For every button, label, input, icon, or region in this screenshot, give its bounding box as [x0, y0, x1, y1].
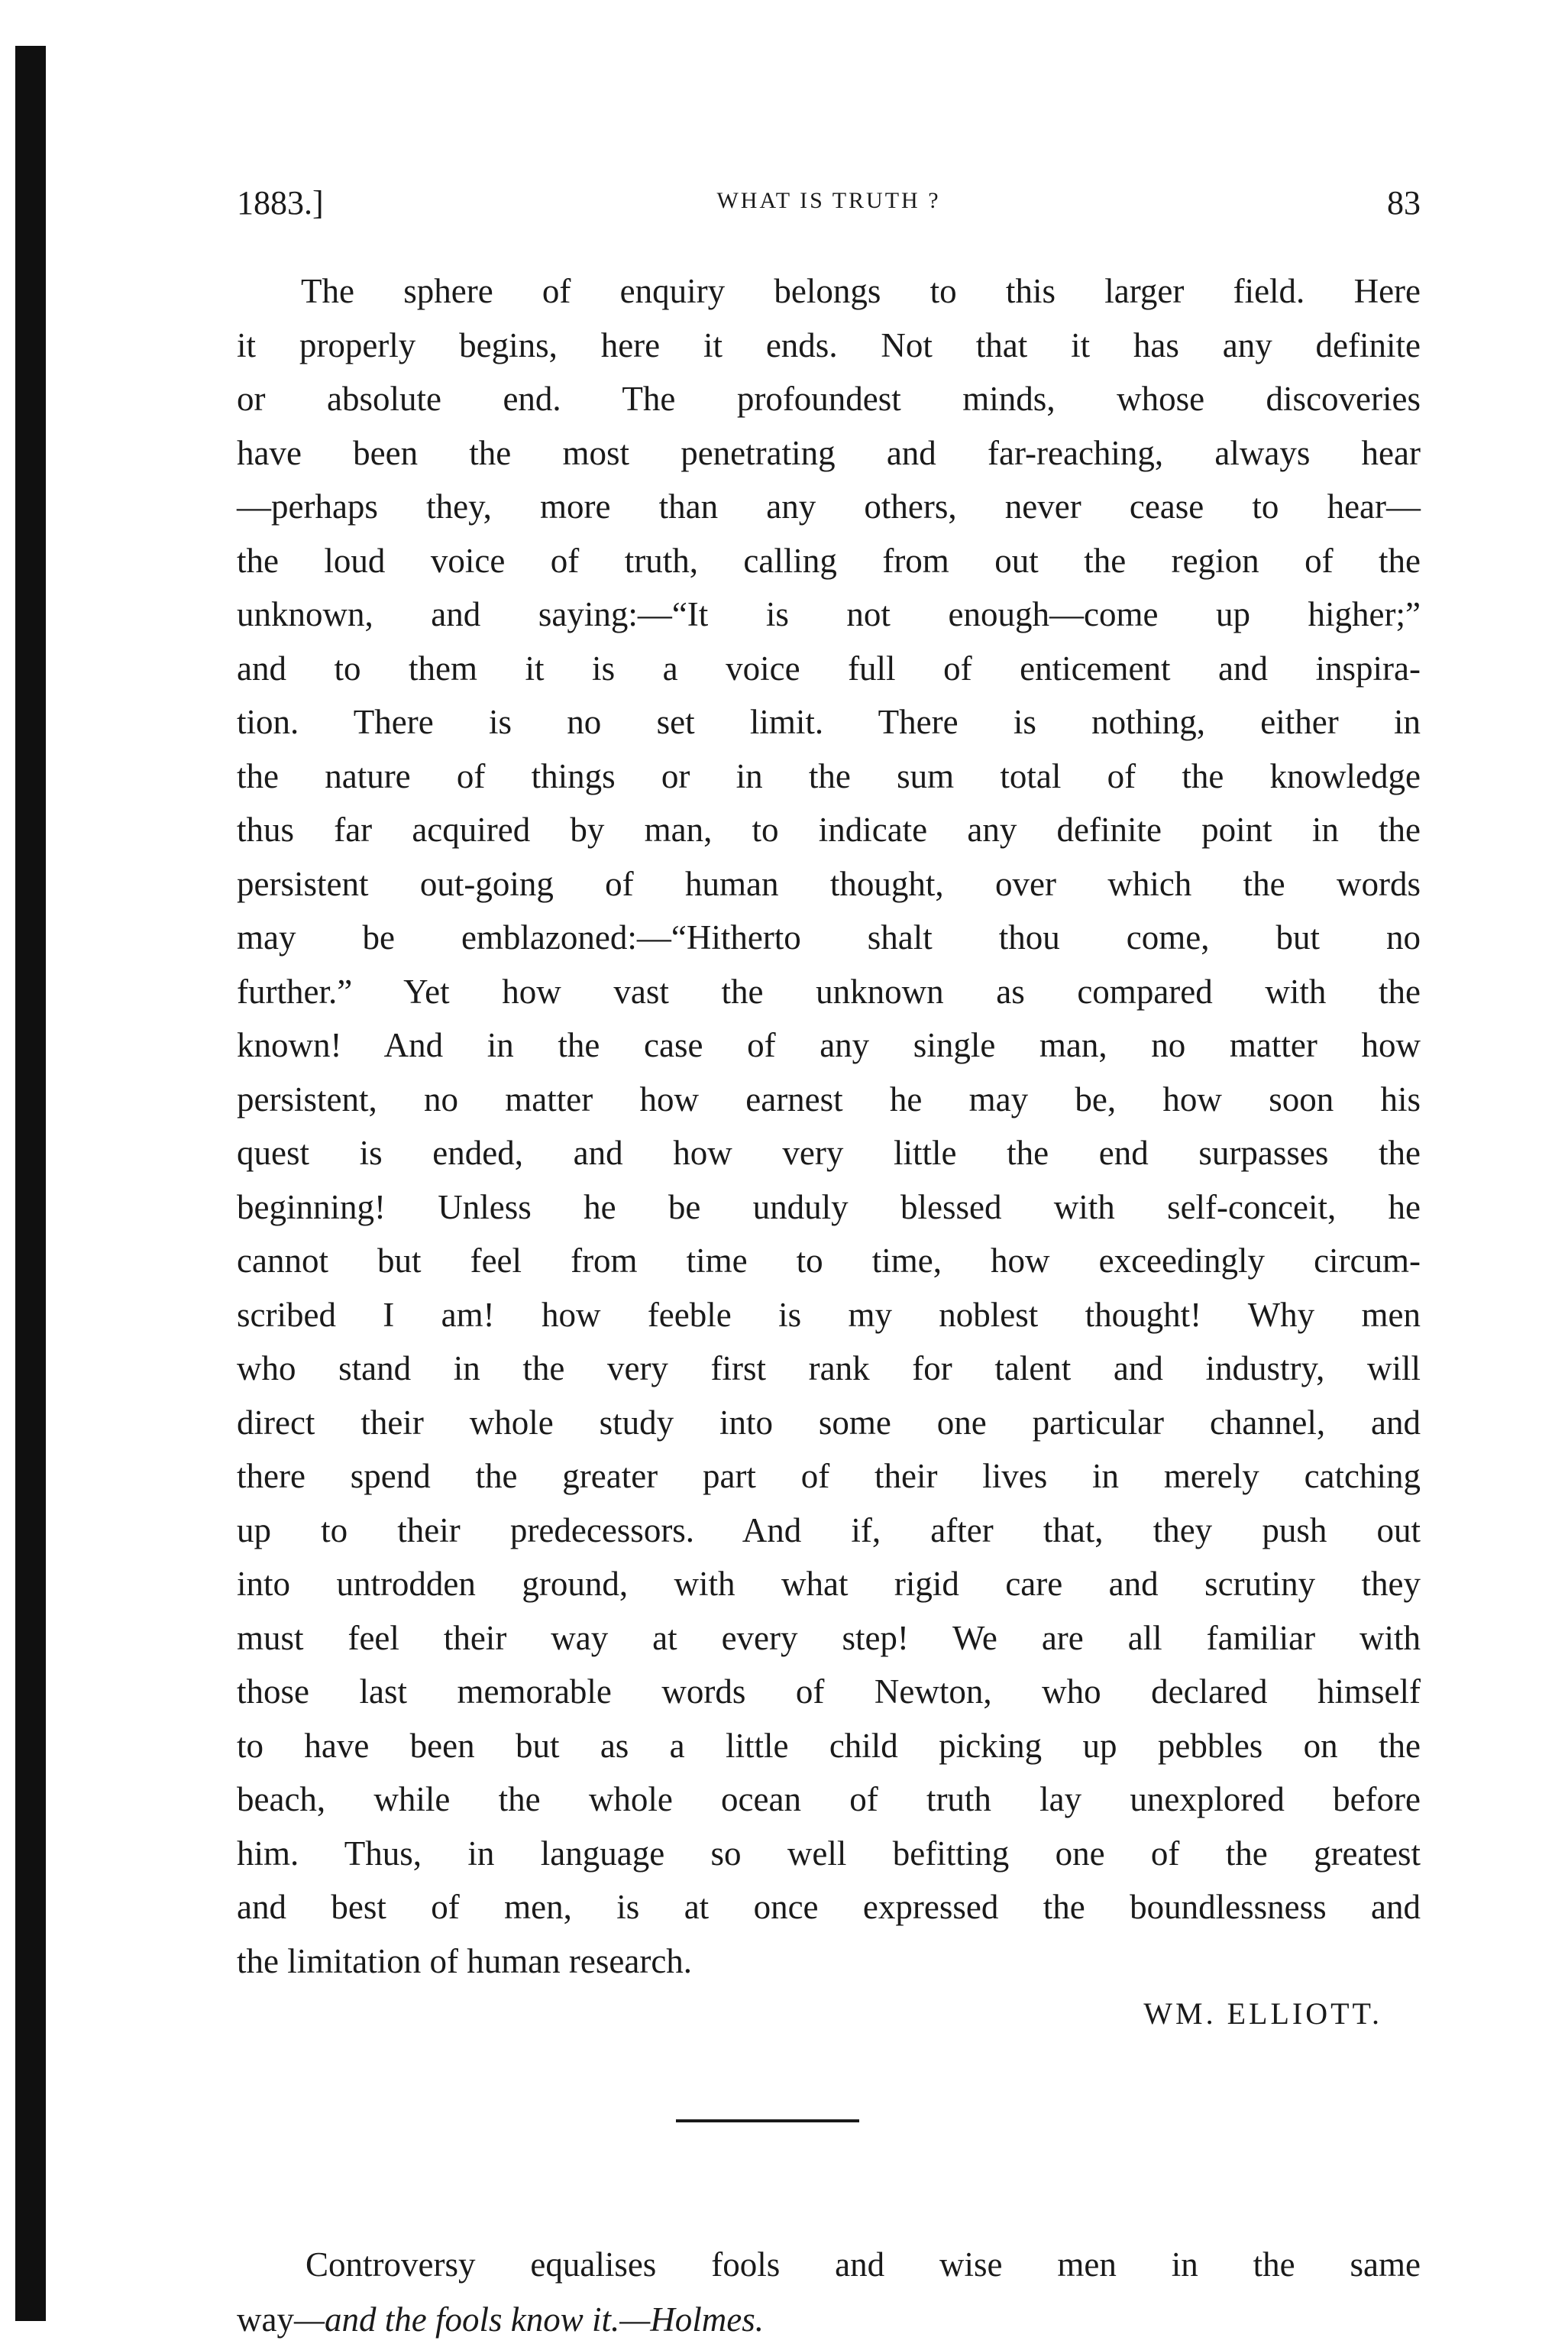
paragraph-line: have been the most penetrating and far-reaching, always hear — [237, 433, 1421, 472]
paragraph-line: who stand in the very first rank for talent and industry, will — [237, 1349, 1421, 1387]
paragraph-line: persistent, no matter how earnest he may be, how soon his — [237, 1080, 1421, 1118]
epigraph-quote — [237, 2237, 1421, 2347]
author-signature: WM. ELLIOTT. — [1143, 1996, 1382, 2031]
paragraph-line: The sphere of enquiry belongs to this larger field. Here — [301, 272, 1421, 310]
page-binding-edge — [15, 46, 46, 2321]
paragraph-line: and best of men, is at once expressed the boundlessness and — [237, 1888, 1421, 1926]
paragraph-line: beginning! Unless he be unduly blessed with self-conceit, he — [237, 1187, 1421, 1226]
paragraph-line: up to their predecessors. And if, after that, they push out — [237, 1510, 1421, 1549]
paragraph-line: known! And in the case of any single man, no matter how — [237, 1026, 1421, 1064]
paragraph-line: those last memorable words of Newton, who declared himself — [237, 1672, 1421, 1711]
paragraph-line: tion. There is no set limit. There is nothing, either in — [237, 703, 1421, 741]
paragraph-line: him. Thus, in language so well befitting one of the greatest — [237, 1834, 1421, 1873]
main-paragraph — [237, 264, 1421, 1988]
paragraph-line: it properly begins, here it ends. Not that it has any definite — [237, 325, 1421, 364]
paragraph-line: scribed I am! how feeble is my noblest thought! Why men — [237, 1295, 1421, 1334]
paragraph-line: the limitation of human research. — [237, 1941, 693, 1980]
quote-line: Controversy equalises fools and wise men in the same — [306, 2245, 1421, 2284]
paragraph-line: direct their whole study into some one particular channel, and — [237, 1403, 1421, 1442]
paragraph-line: beach, while the whole ocean of truth lay unexplored before — [237, 1780, 1421, 1818]
paragraph-line: may be emblazoned:—“Hitherto shalt thou come, but no — [237, 918, 1421, 957]
paragraph-line: thus far acquired by man, to indicate any definite point in the — [237, 811, 1421, 849]
book-page — [237, 183, 1421, 2347]
paragraph-line: cannot but feel from time to time, how exceedingly circum- — [237, 1241, 1421, 1280]
paragraph-line: to have been but as a little child picking up pebbles on the — [237, 1726, 1421, 1765]
paragraph-line: or absolute end. The profoundest minds, whose discoveries — [237, 380, 1421, 418]
page-number: 83 — [1387, 184, 1421, 222]
paragraph-line: there spend the greater part of their lives in merely catching — [237, 1457, 1421, 1495]
paragraph-line: unknown, and saying:—“It is not enough—come up higher;” — [237, 595, 1421, 633]
paragraph-line: persistent out-going of human thought, over which the words — [237, 864, 1421, 903]
running-head-year: 1883.] — [237, 184, 324, 222]
paragraph-line: further.” Yet how vast the unknown as compared with the — [237, 972, 1421, 1011]
paragraph-line: and to them it is a voice full of enticement and inspira- — [237, 649, 1421, 688]
running-head — [237, 183, 1421, 237]
paragraph-line: must feel their way at every step! We are all familiar with — [237, 1618, 1421, 1657]
paragraph-line: into untrodden ground, with what rigid care and scrutiny they — [237, 1565, 1421, 1603]
paragraph-line: quest is ended, and how very little the end surpasses the — [237, 1134, 1421, 1172]
running-head-title: WHAT IS TRUTH ? — [716, 188, 941, 213]
paragraph-line: —perhaps they, more than any others, never cease to hear— — [237, 487, 1421, 526]
quote-line — [237, 2292, 1421, 2347]
paragraph-line: the nature of things or in the sum total of the knowledge — [237, 756, 1421, 795]
quote-attribution: —and the fools know it.—Holmes. — [293, 2300, 764, 2339]
paragraph-line: the loud voice of truth, calling from out the region of the — [237, 541, 1421, 580]
quote-line-start: way — [237, 2300, 294, 2339]
section-divider — [676, 2119, 859, 2122]
